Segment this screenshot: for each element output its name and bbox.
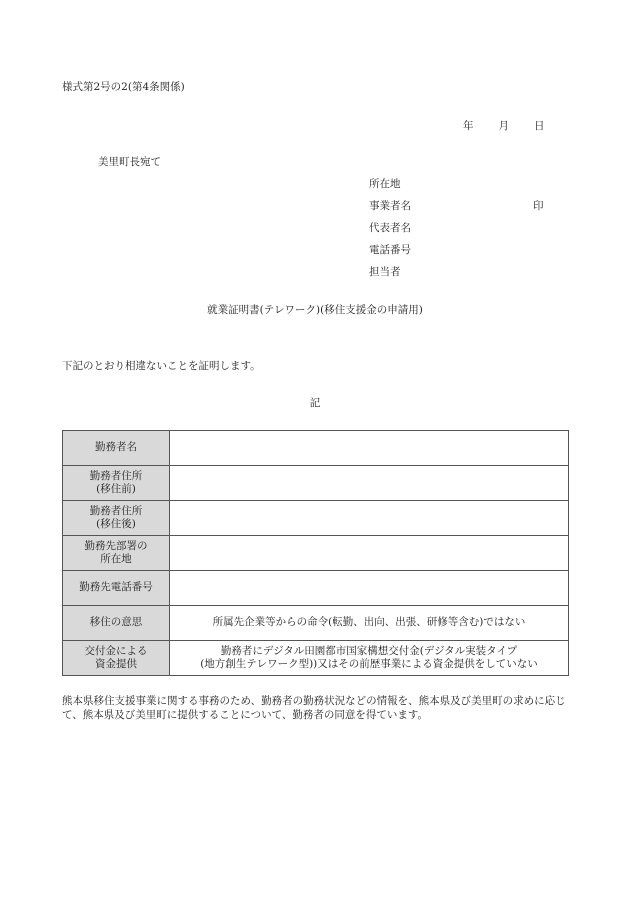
row-value-cell (170, 641, 569, 676)
row-label (63, 571, 170, 606)
row-label (63, 641, 170, 676)
row-value-line: (地方創生テレワーク型))又はその前歴事業による資金提供をしていない (200, 658, 538, 670)
row-label-line: 勤務者住所 (89, 469, 143, 482)
row-value-cell[interactable] (170, 466, 569, 501)
intro-text: 下記のとおり相違ないことを証明します。 (62, 360, 261, 372)
sender-business-name-label: 事業者名 (369, 200, 411, 212)
table-row (63, 466, 569, 501)
row-value-line: 勤務者にデジタル田園都市国家構想交付金(デジタル実装タイプ (220, 644, 518, 657)
table-row (63, 641, 569, 676)
ki-heading: 記 (309, 397, 321, 409)
row-value-cell[interactable] (170, 431, 569, 466)
row-label-line: 勤務者住所 (89, 504, 143, 517)
row-value-cell (170, 606, 569, 641)
date-month: 月 (498, 120, 509, 132)
document-title: 就業証明書(テレワーク)(移住支援金の申請用) (207, 304, 423, 316)
table-row (63, 571, 569, 606)
date-line (463, 121, 545, 132)
row-label-line: (移住前) (96, 483, 136, 495)
row-label-line: 勤務先部署の (84, 539, 148, 552)
row-label (63, 466, 170, 501)
row-label (63, 501, 170, 536)
sender-representative-label: 代表者名 (369, 222, 411, 234)
row-label-line: 交付金による (84, 644, 148, 657)
row-label-line: 資金提供 (95, 658, 137, 670)
row-value-line: 所属先企業等からの命令(転勤、出向、出張、研修等含む)ではない (212, 616, 526, 629)
row-value-cell[interactable] (170, 571, 569, 606)
row-value-cell[interactable] (170, 501, 569, 536)
row-value-cell[interactable] (170, 536, 569, 571)
sender-person-in-charge-label: 担当者 (369, 266, 401, 278)
row-label-line: 勤務者名 (95, 441, 137, 454)
sender-phone-label: 電話番号 (369, 244, 411, 256)
row-label-line: 勤務先電話番号 (79, 581, 153, 594)
row-label-line: (移住後) (96, 518, 136, 530)
table-row (63, 606, 569, 641)
consent-note: 熊本県移住支援事業に関する事務のため、勤務者の勤務状況などの情報を、熊本県及び美里町の求めに応じて、熊本県及び美里町に提供することについて、勤務者の同意を得ています。 (62, 695, 566, 722)
row-label (63, 606, 170, 641)
date-year: 年 (463, 120, 474, 132)
table-row (63, 431, 569, 466)
addressee: 美里町長宛て (98, 156, 161, 168)
seal-mark: 印 (533, 200, 544, 212)
row-label-line: 移住の意思 (89, 616, 143, 629)
table-row (63, 501, 569, 536)
row-label-line: 所在地 (100, 553, 132, 565)
form-number: 様式第2号の2(第4条関係) (62, 81, 185, 93)
row-label (63, 536, 170, 571)
sender-address-label: 所在地 (369, 178, 401, 190)
row-label (63, 431, 170, 466)
certificate-table (62, 430, 569, 676)
date-day: 日 (534, 120, 545, 132)
table-row (63, 536, 569, 571)
